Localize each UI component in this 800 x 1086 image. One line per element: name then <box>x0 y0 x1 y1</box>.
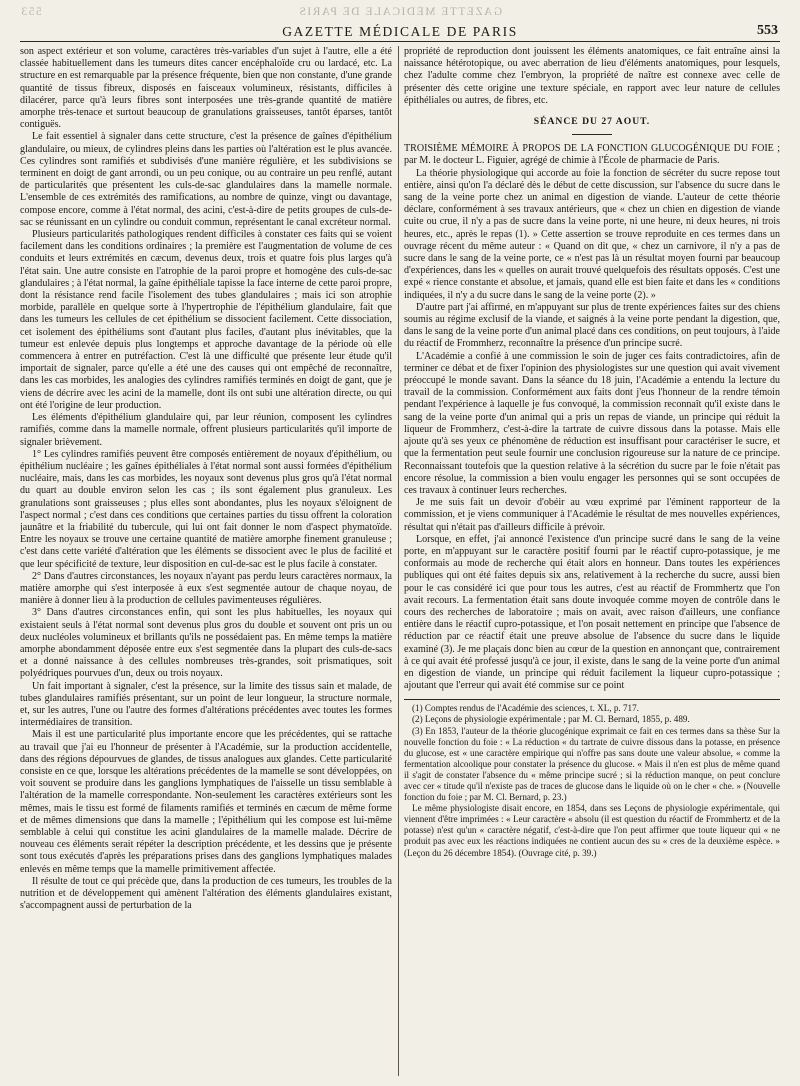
paragraph: Mais il est une particularité plus importante encore que les précédentes, qui se rattache au travail que j'ai eu l'honneur de présenter à l'Académie, sur la production accidentelle, dans des régions dépourvues de glandes, de tissus analogues aux glandes. Cette particularité consiste en ce que, lorsque les altérations précédentes de la mamelle se sont développées, on voit souvent se produire dans les ganglions lymphatiques de l'aisselle un tissu semblable à l'altération de la mamelle correspondante. Non-seulement les caractères extérieurs sont les mêmes, mais le tissu est formé de filaments ramifiés et terminés en cæcum de même forme et de mêmes dimensions que dans la mamelle ; l'épithélium qui les compose est lui-même semblable à celui qui constitue les acini glandulaires de la mamelle malade. Décrire de nouveau ces éléments serait répéter la description précédente, et les dessins que je présente sont tous exécutés d'après les préparations prises dans des ganglions lymphatiques malades enlevés en même temps que la mamelle primitivement affectée. <box>20 729 392 875</box>
paragraph: 2° Dans d'autres circonstances, les noyaux n'ayant pas perdu leurs caractères normaux, la matière amorphe qui s'est interposée à eux s'est segmentée autour de chaque noyau, de manière à donner lieu à la production de cellules pavimenteuses régulières. <box>20 570 392 607</box>
paragraph: Un fait important à signaler, c'est la présence, sur la limite des tissus sain et malade, de tubes glandulaires ramifiés présentant, sur un point de leur longueur, la structure normale, et, sur les autres, l'une ou l'autre des formes d'altérations précédentes avec toutes les formes intermédiaires de transition. <box>20 680 392 729</box>
footnote: (1) Comptes rendus de l'Académie des sciences, t. XL, p. 717. <box>412 703 639 714</box>
paragraph: Le fait essentiel à signaler dans cette structure, c'est la présence de gaînes d'épithélium glandulaire, ou mieux, de cylindres pleins dans les parties où l'altération est le plus avancée. Ces cylindres sont ramifiés et subdivisés d'une manière régulière, et les subdivisions se terminent en doigt de gant arrondi, ou un peu conique, ou au contraire un peu renflé, autant de particularités que présentent les culs-de-sac glandulaires dans la mamelle normale. L'ensemble de ces extrémités des ramifications, au nombre de quinze, vingt ou davantage, compose encore, comme à l'état normal, des acini, c'est-à-dire de petits groupes de culs-de-sac se réunissant en un cylindre ou conduit commun, représentant le canal excréteur normal. <box>20 131 392 228</box>
right-column <box>404 46 780 1076</box>
paragraph: D'autre part j'ai affirmé, en m'appuyant sur plus de trente expériences faites sur des chiens soumis au régime exclusif de la viande, et saignés à la veine porte pendant la digestion, que, dans le sang de la veine porte d'un animal placé dans ces conditions, on peut toujours, à l'aide du réactif de Frommherz, reconnaître la présence d'un principe sucré. <box>404 301 780 350</box>
bleed-through-page-number: 553 <box>20 6 42 18</box>
bleed-through-title: GAZETTE MÉDICALE DE PARIS <box>297 6 503 18</box>
paragraph: Plusieurs particularités pathologiques rendent difficiles à constater ces faits qui se voient facilement dans les conditions ordinaires ; la première est l'augmentation de volume de ces conduits et leurs extrémités en cæcum, devenus deux, trois et quatre fois plus larges qu'à l'état sain. Une autre consiste en l'atrophie de la paroi propre et homogène des culs-de-sac glandulaires ; à l'état normal, la gaîne épithéliale tapisse la face interne de cette paroi propre, dont la résistance rend facile l'isolement des tubes glandulaires ; mais ici son atrophie morbide, parallèle en quelque sorte à l'hypertrophie de l'épithélium glandulaire, fait que dans les tumeurs les cellules de cet épithélium se dissocient facilement. Cette dissociation, cet isolement des épithéliums sont d'autant plus faciles, d'autant plus inévitables, que la tumeur est enlevée depuis plus longtemps et approche davantage de la période où elle commencera à entrer en putréfaction. C'est là une difficulté que présente leur étude qu'il importait de signaler, parce qu'elle a été une des causes qui ont empêché de reconnaître, dans les cas morbides, les analogies des cylindres ramifiés terminés en doigt de gant, que je viens de décrire avec les acini de la mamelle, dont ils ont subi une altération directe, ou qui ont été l'origine de leur production. <box>20 229 392 411</box>
page-number: 553 <box>757 23 778 38</box>
separator-rule <box>572 134 612 135</box>
paragraph: Lorsque, en effet, j'ai annoncé l'existence d'un principe sucré dans le sang de la veine porte, en m'appuyant sur le caractère positif fourni par le réactif cupro-potassique, je me conformais au mode de recherche qui était alors en honneur. Dans toutes les expériences publiques qui ont été faites depuis six ans, relativement à la recherche du sucre, aussi bien pour le cas considéré ici que pour tous les autres, c'est au réactif de Frommhertz que l'on avait recours. La fermentation était sans doute invoquée comme moyen de contrôle dans le cours des recherches de laboratoire ; mais on avait, avec raison d'ailleurs, une confiance entière dans le réactif cupro-potassique, et l'on posait nettement en principe que l'absence de réduction par ce réactif était une preuve absolue de l'absence du sucre dans le liquide examiné (3). Je me plaçais donc bien au cœur de la question en annonçant que, contrairement à ce qui avait été professé jusqu'à ce jour, il existe, dans le sang de la veine porte d'un animal en digestion de viande, un principe qui réduit facilement la liqueur cupro-potassique ; ajoutant que l'erreur qui avait été commise sur ce point <box>404 533 780 692</box>
paragraph: propriété de reproduction dont jouissent les éléments anatomiques, ce fait entraîne ainsi la naissance hétérotopique, ou avec aberration de lieu d'éléments anatomiques, pour lesquels, chez l'adulte comme chez l'embryon, la propriété de naître est connexe avec celle de présenter dès cette origine une texture spéciale, en rapport avec leur nature de cellules épithéliales ou autres, de fibres, etc. <box>404 46 780 106</box>
footnote-rule <box>404 699 780 700</box>
running-header <box>20 22 780 42</box>
paragraph: Les éléments d'épithélium glandulaire qui, par leur réunion, composent les cylindres ramifiés, comme dans la mamelle normale, offrent plusieurs particularités qu'il importe de signaler brièvement. <box>20 412 392 448</box>
paragraph: La théorie physiologique qui accorde au foie la fonction de sécréter du sucre repose tout entière, ainsi qu'on l'a déclaré dès le début de cette discussion, sur l'absence du sucre dans le sang de la veine porte chez un animal en digestion de viande. L'auteur de cette théorie déclare, conformément à ses travaux antérieurs, que « chez un chien en digestion de viande cuite ou crue, il n'y a pas de sucre dans la veine porte, ni une heure, ni deux heures, ni trois heures, etc., après le repas (1). » Cette assertion se trouve reproduite en ces termes dans un ouvrage récent du même auteur : « Quand on dit que, « chez un carnivore, il n'y a pas de sucre dans le sang de la veine porte, ce « n'est pas là un résultat moyen fourni par beaucoup d'expériences, dans les « quelles on aurait trouvé quelquefois des résultats opposés. C'est une expé « rience constante et absolue, et jamais, quand elle est bien faite et dans les « conditions indiquées, il n'y a du sucre dans le sang de la veine porte (2). » <box>404 167 780 301</box>
paragraph: 1° Les cylindres ramifiés peuvent être composés entièrement de noyaux d'épithélium, ou épithélium nucléaire ; les gaînes épithéliales à l'état normal sont aussi formées d'épithélium nucléaire, mais, dans les cas morbides, les noyaux sont devenus plus gros qu'à l'état normal du quart au double environ selon les cas ; ils sont également plus granuleux. Les granulations sont graisseuses ; plus elles sont abondantes, plus les noyaux s'éloignent de l'aspect normal ; c'est dans ces conditions que certaines parties du tissu offrent la coloration jaunâtre et la friabilité du tubercule, qui lui ont fait donner le nom d'aspect phymatoïde. Entre les noyaux se trouve une certaine quantité de matière amorphe finement granuleuse ; c'est dans cette variété d'altération que les éléments se dissocient avec le plus de facilité et que leur spécificité de texture, leur disposition en cul-de-sac est le plus facile à constater. <box>20 448 392 570</box>
paragraph: son aspect extérieur et son volume, caractères très-variables d'un sujet à l'autre, elle a été classée habituellement dans les tumeurs dites cancer encéphaloïde cru ou lardacé, etc. La structure en est remarquable par la présence fréquente, bien que non constante, d'une grande quantité de tissus fibreux, disposés en faisceaux volumineux, résistants, difficiles à dilacérer, parce qu'à leurs fibres sont interposées une très-grande quantité de matière amorphe très-tenace et surtout beaucoup de granulations graisseuses, tantôt éparses, tantôt contiguës. <box>20 46 392 131</box>
footnote: (3) En 1853, l'auteur de la théorie glucogénique exprimait ce fait en ces termes dans sa thèse Sur la nouvelle fonction du foie : « La réduction « du tartrate de cuivre dissous dans la potasse, en présence du glucose, est « une caractère empirique qui n'offre pas sans doute une valeur absolue, « comme la fermentation alcoolique pour constater la présence du glucose. « Mais il n'en est plus de même quand il s'agit de constater l'absence du « même principe sucré ; si la réduction manque, on peut conclure avec cer « titude qu'il n'existe pas de traces de glucose dans le liquide où on le cher « che. » (Nouvelle fonction du foie ; par M. Cl. Bernard, p. 23.) <box>404 725 780 803</box>
column-rule <box>398 46 399 1076</box>
footnote: (2) Leçons de physiologie expérimentale ; par M. Cl. Bernard, 1855, p. 489. <box>412 714 690 725</box>
bleed-through-header <box>20 6 780 20</box>
paragraph: Je me suis fait un devoir d'obéir au vœu exprimé par l'éminent rapporteur de la commission, et je viens communiquer à l'Académie le résultat de mes nouvelles expériences, résultat qui n'était pas d'ailleurs difficile à prévoir. <box>404 497 780 533</box>
memoir-title: TROISIÈME MÉMOIRE À PROPOS DE LA FONCTION GLUCOGÉNIQUE DU FOIE ; par M. le docteur L. Figuier, agrégé de chimie à l'École de pharmacie de Paris. <box>404 143 780 167</box>
session-heading: SÉANCE DU 27 AOUT. <box>533 116 651 128</box>
footnote: Le même physiologiste disait encore, en 1854, dans ses Leçons de physiologie expérimentale, qui viennent d'être imprimées : « Leur caractère « absolu (il est question du réactif de Frommhertz et de la potasse) n'est qu'un « caractère négatif, c'est-à-dire que l'on peut affirmer que toute liqueur qui « ne produit pas avec eux les réactions indiquées ne contient aucun des su « cres de la deuxième espèce. » (Leçon du 26 décembre 1854). (Ouvrage cité, p. 39.) <box>404 803 780 858</box>
paragraph: Il résulte de tout ce qui précède que, dans la production de ces tumeurs, les troubles de la nutrition et de développement qui amènent l'altération des éléments glandulaires existant, s'accompagnent aussi de perturbation de la <box>20 875 392 912</box>
left-column <box>20 46 392 1080</box>
paragraph: L'Académie a confié à une commission le soin de juger ces faits contradictoires, afin de terminer ce débat et de fixer l'opinion des physiologistes sur une question qui avait vivement préoccupé le monde savant. Dans la séance du 18 juin, l'Académie a entendu la lecture du travail de la commission. Conformément aux faits dont j'eus l'honneur de la rendre témoin pendant l'expérience à laquelle je fus convoqué, la commission reconnaît qu'il existe dans le sang de la veine porte d'un animal qui a pris un repas de viande, un principe qui réduit la liqueur de Frommherz, c'est-à-dire la tartrate de cuivre dissous dans la potasse. Mais elle ajoute qu'à ses yeux ce phénomène de réduction est insuffisant pour caractériser le sucre, et que la fermentation peut seule fournir une conclusion rigoureuse sur la nature de ce principe. Reconnaissant toutefois que la question relative à la sécrétion du sucre par le foie n'était pas encore résolue, la commission a bien voulu engager les personnes qui se sont occupées de ces travaux à continuer leurs recherches. <box>404 350 780 496</box>
journal-title: GAZETTE MÉDICALE DE PARIS <box>282 24 518 39</box>
paragraph: 3° Dans d'autres circonstances enfin, qui sont les plus habituelles, les noyaux qui existaient seuls à l'état normal sont devenus plus gros du double et souvent ont pris un ou deux nucléoles volumineux et brillants qu'ils ne possédaient pas. En même temps la matière amorphe abondamment déposée entre eux s'est segmentée dans la plupart des culs-de-sacs et a donné naissance à des cellules nombreuses très-grandes, soit prismatiques, soit polyédriques pourvues d'un, deux ou trois noyaux. <box>20 607 392 680</box>
